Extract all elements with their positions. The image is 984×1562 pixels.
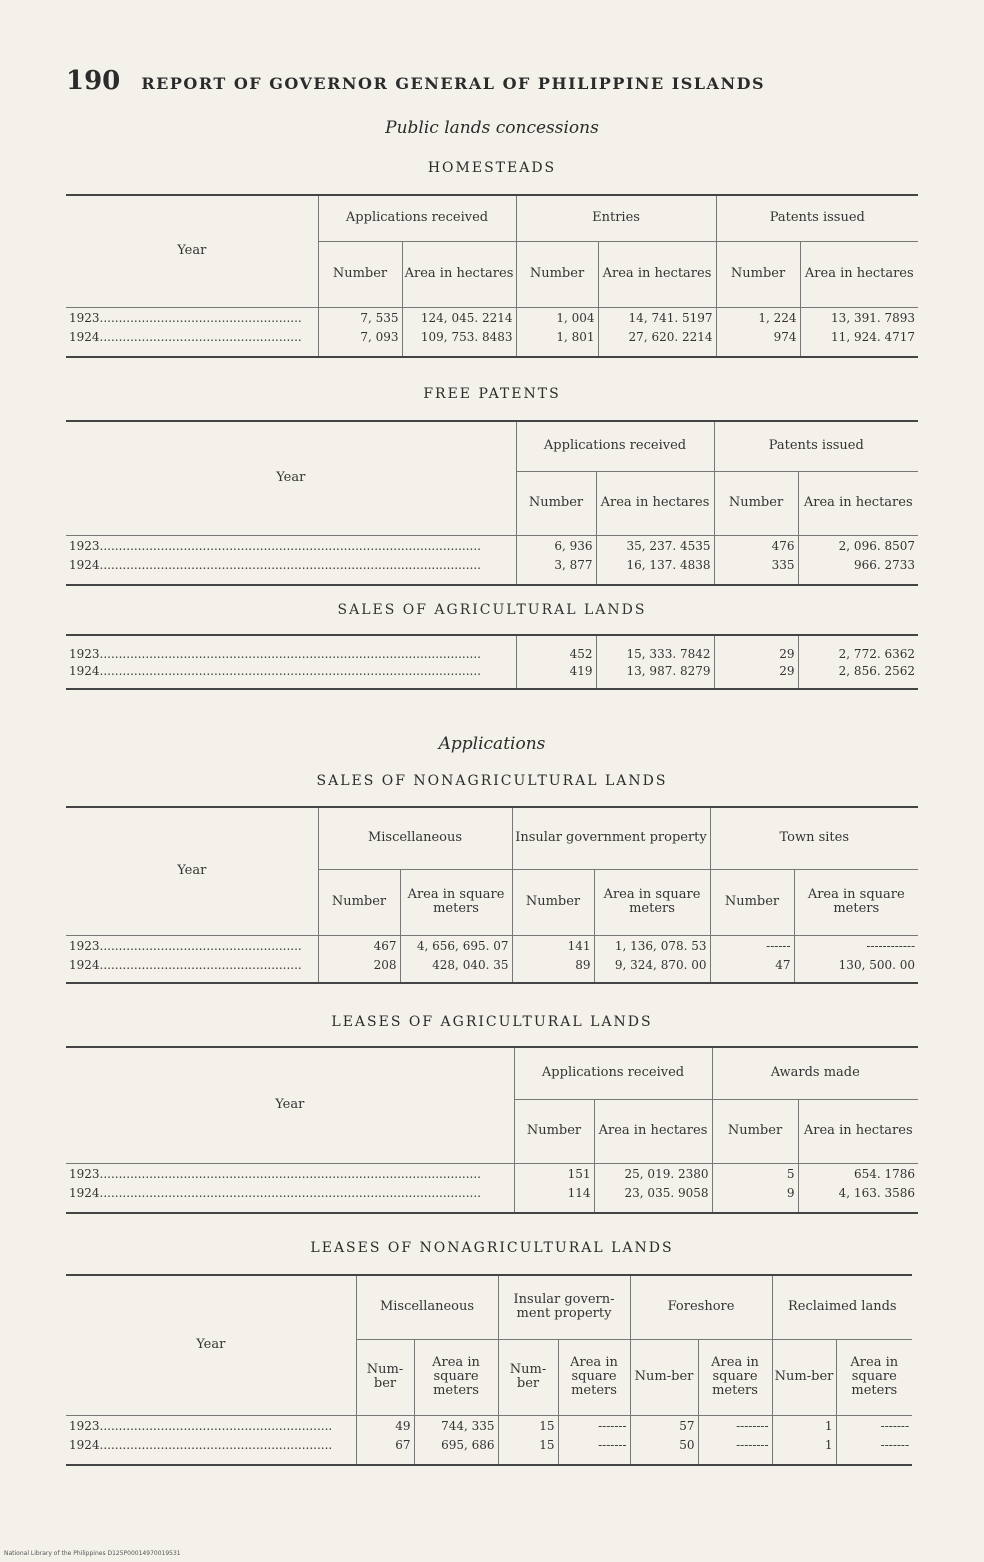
data-cell: 1 xyxy=(772,1415,836,1437)
data-cell: 654. 1786 xyxy=(798,1163,918,1185)
column-header: Area in square meters xyxy=(794,869,918,935)
data-cell: 2, 772. 6362 xyxy=(798,635,918,663)
table-row xyxy=(66,1185,918,1213)
data-cell: 35, 237. 4535 xyxy=(596,535,714,557)
column-header: Number xyxy=(318,241,402,307)
group-header: Patents issued xyxy=(714,421,918,471)
data-cell: 50 xyxy=(630,1437,698,1465)
column-header: Number xyxy=(710,869,794,935)
column-header: Area in hectares xyxy=(800,241,918,307)
data-cell: 29 xyxy=(714,663,798,689)
year-header: Year xyxy=(196,1337,226,1353)
sales-nonagricultural-table xyxy=(66,806,918,984)
data-cell: 4, 163. 3586 xyxy=(798,1185,918,1213)
year-header: Year xyxy=(177,243,207,259)
year-cell: 1924.................................................................................................... xyxy=(69,1186,481,1200)
column-header: Num-ber xyxy=(498,1339,558,1415)
leases-nonagricultural-title: LEASES OF NONAGRICULTURAL LANDS xyxy=(310,1240,674,1256)
table-row xyxy=(66,307,918,329)
data-cell: 428, 040. 35 xyxy=(400,957,512,983)
year-header: Year xyxy=(177,863,207,879)
column-header: Area in hectares xyxy=(598,241,716,307)
group-header: Town sites xyxy=(710,807,918,869)
leases-agricultural-table xyxy=(66,1046,918,1214)
table-row xyxy=(66,957,918,983)
table-row xyxy=(66,535,918,557)
data-cell: 109, 753. 8483 xyxy=(402,329,516,357)
data-cell: -------- xyxy=(698,1437,772,1465)
data-cell: 57 xyxy=(630,1415,698,1437)
homesteads-title: HOMESTEADS xyxy=(427,160,557,176)
data-cell: 1, 801 xyxy=(516,329,598,357)
page-header xyxy=(66,66,926,96)
group-header: Miscellaneous xyxy=(356,1275,498,1339)
data-cell: 3, 877 xyxy=(516,557,596,585)
group-header: Applications received xyxy=(516,421,714,471)
data-cell: 1, 224 xyxy=(716,307,800,329)
column-header: Area in hectares xyxy=(798,1099,918,1163)
column-header: Area in square meters xyxy=(558,1339,630,1415)
data-cell: 7, 535 xyxy=(318,307,402,329)
column-header: Area in square meters xyxy=(594,869,710,935)
data-cell: 27, 620. 2214 xyxy=(598,329,716,357)
data-cell: ------- xyxy=(836,1437,912,1465)
running-title: REPORT OF GOVERNOR GENERAL OF PHILIPPINE ISLANDS xyxy=(141,74,765,93)
year-cell: 1923.................................................................................................... xyxy=(69,538,481,553)
data-cell: ------ xyxy=(710,935,794,957)
data-cell: 9, 324, 870. 00 xyxy=(594,957,710,983)
data-cell: 29 xyxy=(714,635,798,663)
data-cell: 23, 035. 9058 xyxy=(594,1185,712,1213)
data-cell: 13, 987. 8279 xyxy=(596,663,714,689)
column-header: Area in hectares xyxy=(596,471,714,535)
homesteads-table xyxy=(66,194,918,358)
group-header: Applications received xyxy=(318,195,516,241)
data-cell: 67 xyxy=(356,1437,414,1465)
column-header: Number xyxy=(512,869,594,935)
year-cell: 1923............................................................. xyxy=(69,1418,333,1433)
column-header: Area in hectares xyxy=(798,471,918,535)
group-header: Patents issued xyxy=(716,195,918,241)
leases-agricultural-title: LEASES OF AGRICULTURAL LANDS xyxy=(331,1014,653,1030)
free-patents-title: FREE PATENTS xyxy=(423,386,561,402)
data-cell: 25, 019. 2380 xyxy=(594,1163,712,1185)
table-row xyxy=(66,663,918,689)
year-header: Year xyxy=(275,1097,305,1113)
data-cell: 5 xyxy=(712,1163,798,1185)
column-header: Number xyxy=(516,241,598,307)
column-header: Number xyxy=(714,471,798,535)
year-cell: 1924.................................................................................................... xyxy=(69,664,481,678)
data-cell: 1 xyxy=(772,1437,836,1465)
year-cell: 1924............................................................. xyxy=(69,1438,333,1452)
column-header: Number xyxy=(514,1099,594,1163)
data-cell: ------- xyxy=(836,1415,912,1437)
column-header: Area in hectares xyxy=(594,1099,712,1163)
year-cell: 1924.................................................................................................... xyxy=(69,558,481,572)
page-number: 190 xyxy=(66,66,121,96)
data-cell: 15 xyxy=(498,1437,558,1465)
year-cell: 1923..................................................... xyxy=(69,310,302,325)
table-row xyxy=(66,935,918,957)
column-header: Number xyxy=(516,471,596,535)
data-cell: ------------ xyxy=(794,935,918,957)
section-title-public-lands: Public lands concessions xyxy=(385,118,599,138)
data-cell: 1, 004 xyxy=(516,307,598,329)
column-header: Num-ber xyxy=(630,1339,698,1415)
sales-agricultural-title: SALES OF AGRICULTURAL LANDS xyxy=(337,601,647,618)
data-cell: 151 xyxy=(514,1163,594,1185)
year-header: Year xyxy=(276,470,306,486)
year-cell: 1924..................................................... xyxy=(69,330,302,344)
data-cell: 16, 137. 4838 xyxy=(596,557,714,585)
data-cell: 744, 335 xyxy=(414,1415,498,1437)
data-cell: 1, 136, 078. 53 xyxy=(594,935,710,957)
column-header: Area in square meters xyxy=(836,1339,912,1415)
section-title-applications: Applications xyxy=(438,734,546,754)
data-cell: 2, 856. 2562 xyxy=(798,663,918,689)
data-cell: 15 xyxy=(498,1415,558,1437)
data-cell: 11, 924. 4717 xyxy=(800,329,918,357)
data-cell: 15, 333. 7842 xyxy=(596,635,714,663)
data-cell: 124, 045. 2214 xyxy=(402,307,516,329)
data-cell: 14, 741. 5197 xyxy=(598,307,716,329)
data-cell: 13, 391. 7893 xyxy=(800,307,918,329)
data-cell: -------- xyxy=(698,1415,772,1437)
table-row xyxy=(66,635,918,663)
group-header: Miscellaneous xyxy=(318,807,512,869)
library-credit: National Library of the Philippines D125P00014970019531 xyxy=(4,1550,181,1557)
data-cell: 130, 500. 00 xyxy=(794,957,918,983)
data-cell: 49 xyxy=(356,1415,414,1437)
group-header: Awards made xyxy=(712,1047,918,1099)
column-header: Number xyxy=(716,241,800,307)
data-cell: 114 xyxy=(514,1185,594,1213)
data-cell: 208 xyxy=(318,957,400,983)
data-cell: 6, 936 xyxy=(516,535,596,557)
column-header: Number xyxy=(318,869,400,935)
column-header: Num-ber xyxy=(772,1339,836,1415)
data-cell: 467 xyxy=(318,935,400,957)
data-cell: 4, 656, 695. 07 xyxy=(400,935,512,957)
data-cell: 695, 686 xyxy=(414,1437,498,1465)
column-header: Area in hectares xyxy=(402,241,516,307)
column-header: Area in square meters xyxy=(400,869,512,935)
data-cell: 974 xyxy=(716,329,800,357)
column-header: Num-ber xyxy=(356,1339,414,1415)
group-header: Applications received xyxy=(514,1047,712,1099)
data-cell: 9 xyxy=(712,1185,798,1213)
data-cell: 452 xyxy=(516,635,596,663)
data-cell: 47 xyxy=(710,957,794,983)
data-cell: 966. 2733 xyxy=(798,557,918,585)
data-cell: 2, 096. 8507 xyxy=(798,535,918,557)
column-header: Number xyxy=(712,1099,798,1163)
column-header: Area in square meters xyxy=(698,1339,772,1415)
free-patents-table xyxy=(66,420,918,690)
data-cell: 89 xyxy=(512,957,594,983)
data-cell: 7, 093 xyxy=(318,329,402,357)
table-row xyxy=(66,1415,912,1437)
year-cell: 1923.................................................................................................... xyxy=(69,1166,481,1181)
table-row xyxy=(66,329,918,357)
leases-nonagricultural-table xyxy=(66,1274,912,1466)
table-row xyxy=(66,1163,918,1185)
data-cell: 476 xyxy=(714,535,798,557)
data-cell: 419 xyxy=(516,663,596,689)
group-header: Entries xyxy=(516,195,716,241)
group-header: Insular govern-ment property xyxy=(498,1275,630,1339)
column-header: Area in square meters xyxy=(414,1339,498,1415)
group-header: Foreshore xyxy=(630,1275,772,1339)
table-row xyxy=(66,557,918,585)
sales-nonagricultural-title: SALES OF NONAGRICULTURAL LANDS xyxy=(316,773,668,789)
data-cell: 141 xyxy=(512,935,594,957)
year-cell: 1923..................................................... xyxy=(69,938,302,953)
table-row xyxy=(66,1437,912,1465)
year-cell: 1924..................................................... xyxy=(69,958,302,972)
data-cell: ------- xyxy=(558,1415,630,1437)
data-cell: ------- xyxy=(558,1437,630,1465)
year-cell: 1923.................................................................................................... xyxy=(69,647,481,661)
group-header: Reclaimed lands xyxy=(772,1275,912,1339)
group-header: Insular government property xyxy=(512,807,710,869)
data-cell: 335 xyxy=(714,557,798,585)
